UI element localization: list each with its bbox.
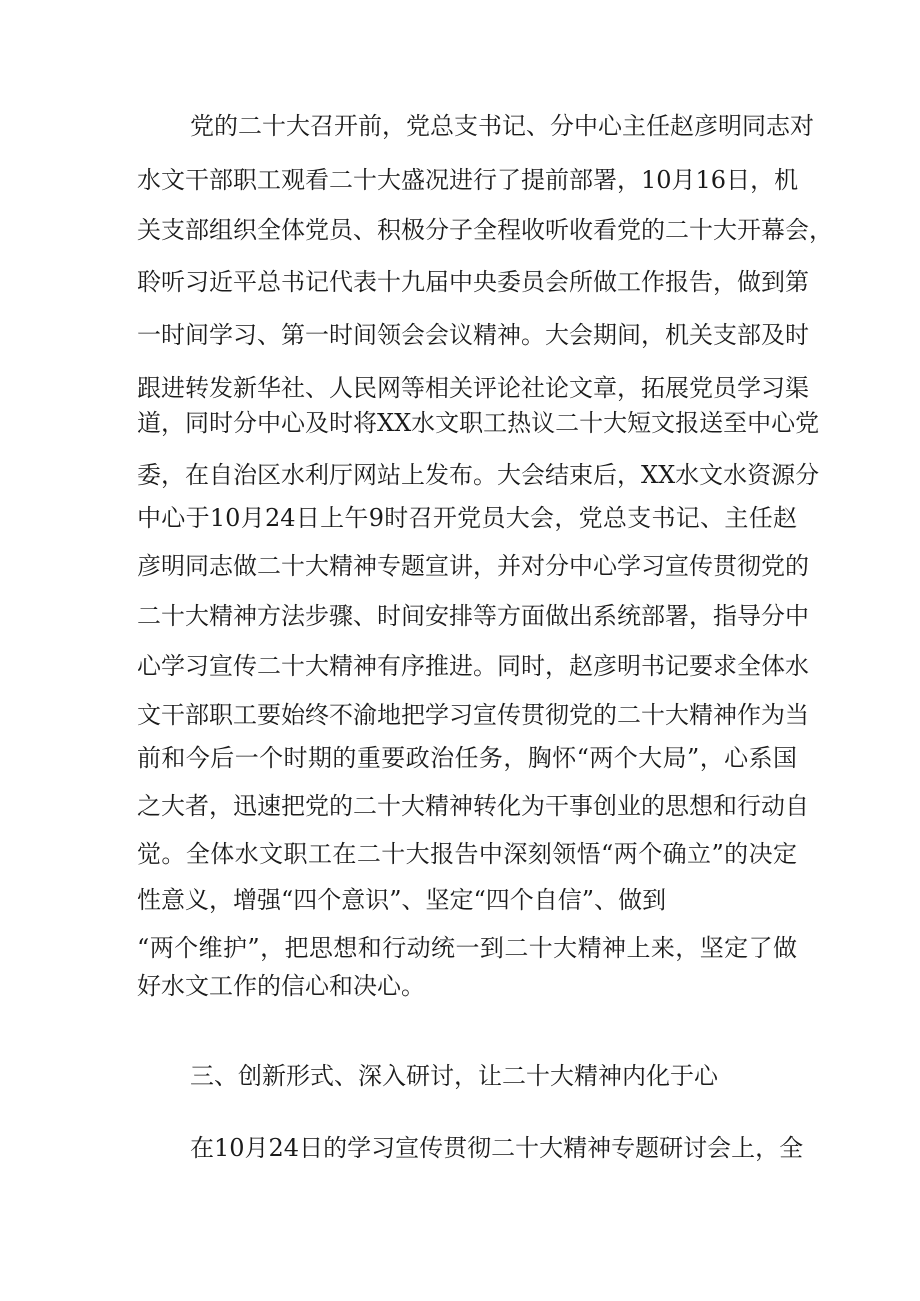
paragraph-1-line-1: 党的二十大召开前，党总支书记、分中心主任赵彦明同志对	[190, 112, 814, 140]
paragraph-1-line-17: 性意义，增强“四个意识”、坚定“四个自信”、做到	[137, 886, 667, 914]
paragraph-1-line-11: 二十大精神方法步骤、时间安排等方面做出系统部署，指导分中	[137, 602, 809, 630]
paragraph-1-line-9: 中心于10月24日上午9时召开党员大会，党总支书记、主任赵	[137, 504, 797, 532]
paragraph-1-line-8: 委，在自治区水利厅网站上发布。大会结束后，XX水文水资源分	[137, 461, 820, 489]
paragraph-1-line-4: 聆听习近平总书记代表十九届中央委员会所做工作报告，做到第	[137, 268, 809, 296]
paragraph-1-line-13: 文干部职工要始终不渝地把学习宣传贯彻党的二十大精神作为当	[137, 701, 809, 729]
paragraph-1-line-19: 好水文工作的信心和决心。	[137, 972, 425, 1000]
paragraph-1-line-15: 之大者，迅速把党的二十大精神转化为干事创业的思想和行动自	[137, 792, 809, 820]
paragraph-2-line-1: 在10月24日的学习宣传贯彻二十大精神专题研讨会上，全	[190, 1134, 804, 1162]
paragraph-1-line-10: 彦明同志做二十大精神专题宣讲，并对分中心学习宣传贯彻党的	[137, 552, 809, 580]
paragraph-1-line-7: 道，同时分中心及时将XX水文职工热议二十大短文报送至中心党	[137, 409, 820, 437]
paragraph-1-line-6: 跟进转发新华社、人民网等相关评论社论文章，拓展党员学习渠	[137, 374, 809, 402]
paragraph-1-line-16: 觉。全体水文职工在二十大报告中深刻领悟“两个确立”的决定	[137, 840, 797, 868]
paragraph-1-line-5: 一时间学习、第一时间领会会议精神。大会期间，机关支部及时	[137, 321, 809, 349]
paragraph-1-line-14: 前和今后一个时期的重要政治任务，胸怀“两个大局”，心系国	[137, 744, 797, 772]
paragraph-1-line-3: 关支部组织全体党员、积极分子全程收听收看党的二十大开幕会，	[137, 216, 833, 244]
paragraph-1-line-18: “两个维护”，把思想和行动统一到二十大精神上来，坚定了做	[137, 934, 797, 962]
paragraph-1-line-12: 心学习宣传二十大精神有序推进。同时，赵彦明书记要求全体水	[137, 652, 809, 680]
section-heading-3: 三、创新形式、深入研讨，让二十大精神内化于心	[190, 1062, 718, 1090]
paragraph-1-line-2: 水文干部职工观看二十大盛况进行了提前部署，10月16日，机	[137, 166, 799, 194]
